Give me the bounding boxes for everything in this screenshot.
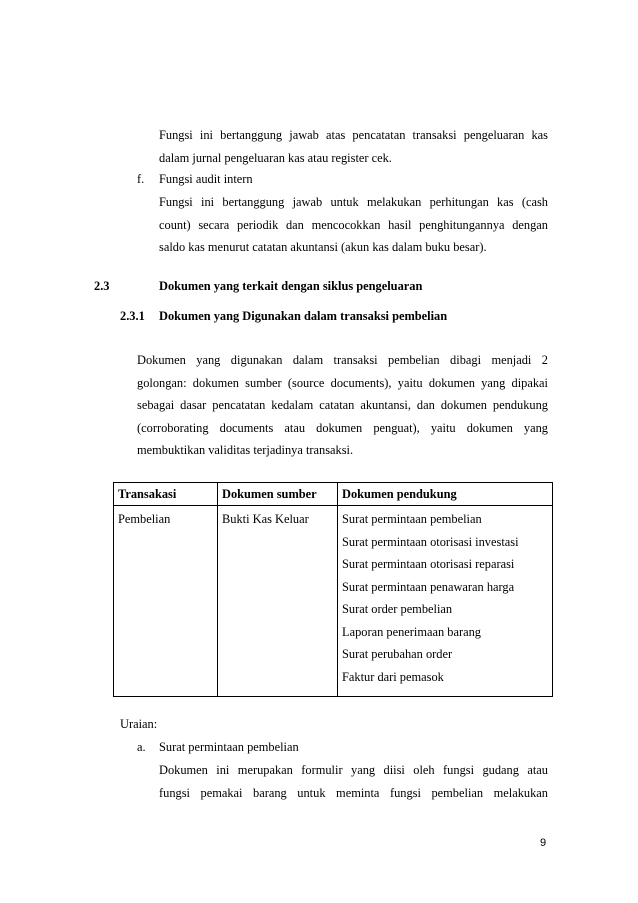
item-f-title: Fungsi audit intern xyxy=(159,172,253,186)
subsection-title: Dokumen yang Digunakan dalam transaksi pembelian xyxy=(159,309,448,323)
header-dokumen-pendukung: Dokumen pendukung xyxy=(338,483,553,506)
table-row xyxy=(114,506,553,697)
section-number: 2.3 xyxy=(94,279,110,293)
list-marker-a: a. xyxy=(137,740,146,754)
text-line: sebagai dasar pencatatan kedalam catatan akuntansi, dan dokumen pendukung xyxy=(137,398,548,412)
body-paragraph xyxy=(137,349,548,462)
list-marker-f: f. xyxy=(137,172,145,186)
cell-dokumen-sumber: Bukti Kas Keluar xyxy=(218,506,338,697)
subsection-number: 2.3.1 xyxy=(120,309,145,323)
text-line: saldo kas menurut catatan akuntansi (akun kas dalam buku besar). xyxy=(159,240,487,254)
list-item: Laporan penerimaan barang xyxy=(342,624,481,639)
text-line: Fungsi ini bertanggung jawab atas pencatatan transaksi pengeluaran kas xyxy=(159,128,548,142)
uraian-label: Uraian: xyxy=(120,717,158,731)
text-line: Fungsi ini bertanggung jawab untuk melakukan perhitungan kas (cash xyxy=(159,195,548,209)
cell-transaksi: Pembelian xyxy=(114,506,218,697)
text-line: count) secara periodik dan mencocokkan hasil penghitungannya dengan xyxy=(159,217,548,232)
header-dokumen-sumber: Dokumen sumber xyxy=(218,483,338,506)
section-title: Dokumen yang terkait dengan siklus pengeluaran xyxy=(159,279,423,293)
documents-table xyxy=(113,482,553,697)
item-f-body xyxy=(159,191,548,259)
text-line: Dokumen ini merupakan formulir yang diisi oleh fungsi gudang atau xyxy=(159,763,548,777)
text-line: fungsi pemakai barang untuk meminta fungsi pembelian melakukan xyxy=(159,785,548,800)
list-item: Surat order pembelian xyxy=(342,602,453,616)
text-line: dalam jurnal pengeluaran kas atau register cek. xyxy=(159,150,392,165)
supporting-documents-list xyxy=(342,508,548,688)
list-item: Surat permintaan pembelian xyxy=(342,512,482,526)
item-a-title: Surat permintaan pembelian xyxy=(159,740,299,754)
text-line: golongan: dokumen sumber (source documents), yaitu dokumen yang dipakai xyxy=(137,375,548,390)
list-item: Surat permintaan otorisasi investasi xyxy=(342,534,519,549)
list-item: Surat permintaan otorisasi reparasi xyxy=(342,557,515,571)
list-item: Surat perubahan order xyxy=(342,647,453,661)
list-item: Faktur dari pemasok xyxy=(342,669,444,684)
item-a-body xyxy=(159,759,548,804)
cell-dokumen-pendukung xyxy=(338,506,553,697)
table-header-row xyxy=(114,483,553,506)
page-number: 9 xyxy=(540,837,547,849)
header-transaksi: Transakasi xyxy=(114,483,218,506)
text-line: (corroborating documents atau dokumen penguat), yaitu dokumen yang xyxy=(137,420,548,435)
list-item: Surat permintaan penawaran harga xyxy=(342,579,515,594)
text-line: membuktikan validitas terjadinya transaksi. xyxy=(137,443,354,457)
text-line: Dokumen yang digunakan dalam transaksi pembelian dibagi menjadi 2 xyxy=(137,353,548,367)
item-e-continuation xyxy=(159,124,548,169)
